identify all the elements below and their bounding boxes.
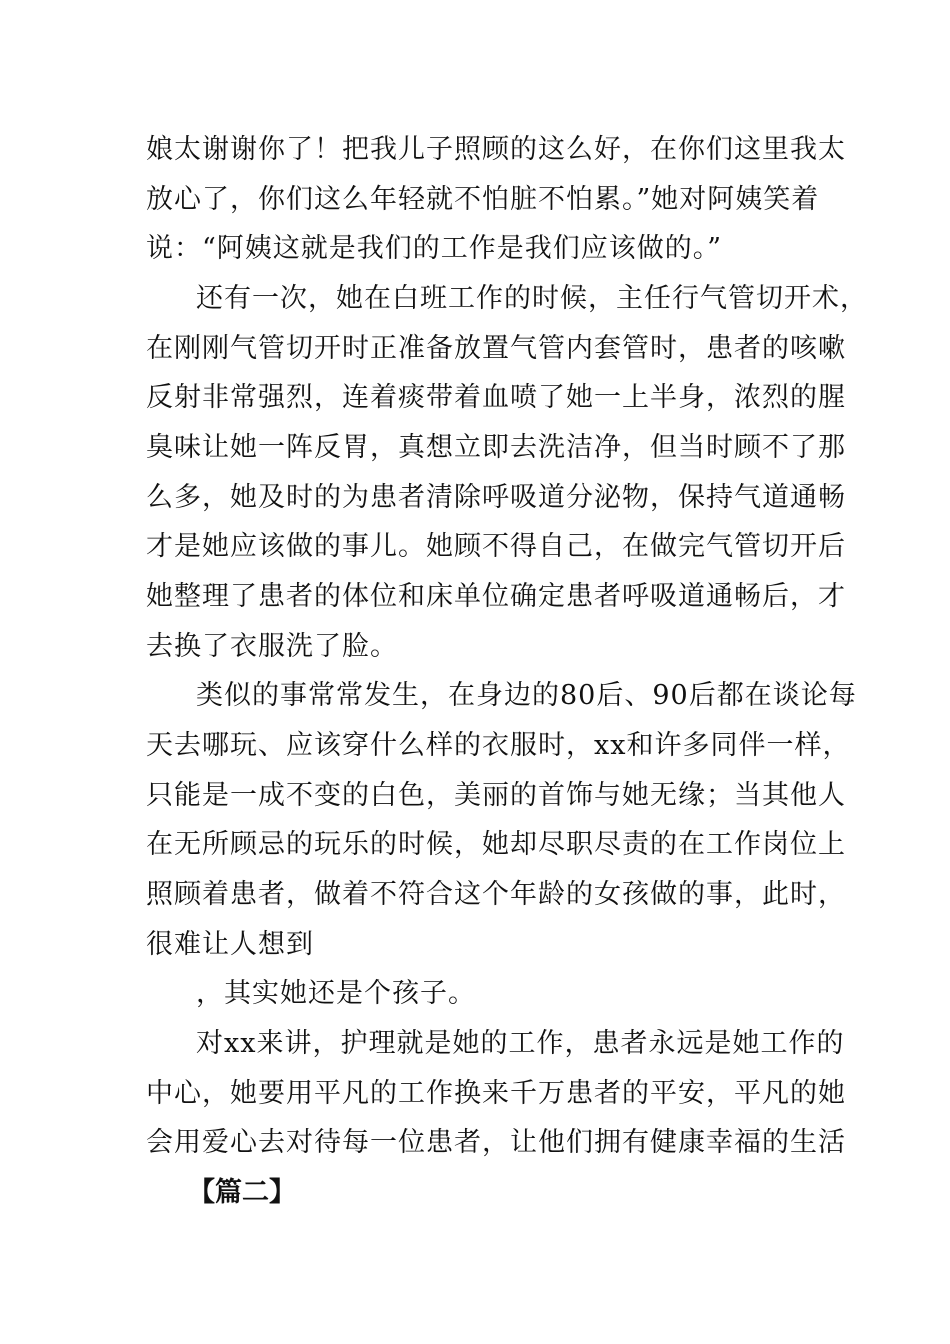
text-line: 娘太谢谢你了！把我儿子照顾的这么好，在你们这里我太 (146, 134, 846, 165)
text-line: ，其实她还是个孩子。 (196, 978, 476, 1009)
text-line: 很难让人想到 (146, 929, 314, 960)
text-line: 她整理了患者的体位和床单位确定患者呼吸道通畅后，才 (146, 581, 846, 612)
text-line: 说：“阿姨这就是我们的工作是我们应该做的。” (146, 233, 723, 264)
text-line: 只能是一成不变的白色，美丽的首饰与她无缘；当其他人 (146, 780, 846, 811)
text-line: 在无所顾忌的玩乐的时候，她却尽职尽责的在工作岗位上 (146, 829, 846, 860)
text-line: 还有一次，她在白班工作的时候，主任行气管切开术， (196, 283, 868, 314)
text-line: 会用爱心去对待每一位患者，让他们拥有健康幸福的生活 (146, 1127, 846, 1158)
text-line: 反射非常强烈，连着痰带着血喷了她一上半身，浓烈的腥 (146, 382, 846, 413)
text-line: 么多，她及时的为患者清除呼吸道分泌物，保持气道通畅 (146, 482, 846, 513)
text-line: 去换了衣服洗了脸。 (146, 631, 398, 662)
text-line: 才是她应该做的事儿。她顾不得自己，在做完气管切开后 (146, 531, 846, 562)
text-line: 中心，她要用平凡的工作换来千万患者的平安，平凡的她 (146, 1078, 846, 1109)
text-line: 在刚刚气管切开时正准备放置气管内套管时，患者的咳嗽 (146, 333, 846, 364)
text-line: 对xx来讲，护理就是她的工作，患者永远是她工作的 (196, 1028, 845, 1059)
section-heading: 【篇二】 (188, 1177, 296, 1208)
text-line: 臭味让她一阵反胃，真想立即去洗洁净，但当时顾不了那 (146, 432, 846, 463)
text-line: 天去哪玩、应该穿什么样的衣服时，xx和许多同伴一样， (146, 730, 851, 761)
text-line: 放心了，你们这么年轻就不怕脏不怕累。”她对阿姨笑着 (146, 184, 820, 215)
text-line: 类似的事常常发生，在身边的80后、90后都在谈论每 (196, 680, 857, 711)
text-line: 照顾着患者，做着不符合这个年龄的女孩做的事，此时， (146, 879, 846, 910)
